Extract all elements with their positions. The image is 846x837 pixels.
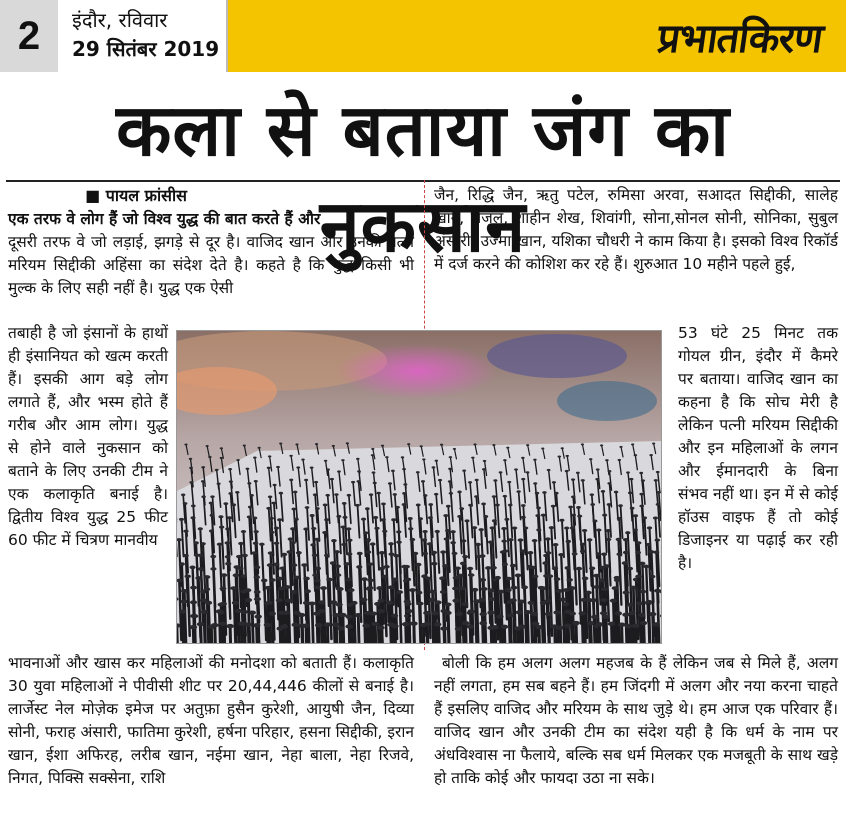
article-paragraph-2: तबाही है जो इंसानों के हाथों ही इंसानियत को खत्म करती हैं। इसकी आग बड़े लोग लगाते हैं, और भस्म होते हैं गरीब और आम लोग। युद्ध से होने वाले नुकसान को बताने के लिए उनकी टीम ने एक कलाकृति बनाई है। द्वितीय विश्व युद्ध 25 फीट 60 फीट में चित्रण मानवीय bbox=[8, 324, 168, 549]
byline: ■ पायल फ्रांसीस bbox=[85, 186, 187, 205]
article-paragraph-1: दूसरी तरफ वे जो लड़ाई, झगड़े से दूर है। वाजिद खान और उनकी पत्नी मरियम सिद्दीकी अहिंसा का संदेश देते है। कहते है कि युद्ध किसी भी मुल्क के लिए सही नहीं है। युद्ध एक ऐसी bbox=[8, 233, 414, 297]
headline: कला से बताया जंग का नुकसान bbox=[116, 88, 730, 268]
newspaper-logo: प्रभातकिरण bbox=[654, 15, 825, 62]
issue-date: 29 सितंबर 2019 bbox=[72, 37, 220, 61]
article-paragraph-4: जैन, रिद्धि जैन, ऋतु पटेल, रुमिसा अरवा, सआदत सिद्दीकी, सालेह खान, सेजल, शाहीन शेख, शिवांगी, सोना,सोनल सोनी, सोनिका, सुबुल अंसारी, उज्मा खान, यशिका चौधरी ने काम किया है। इसको विश्व रिकॉर्ड में दर्ज करने की कोशिश कर रहे हैं। शुरुआत 10 महीने पहले हुई, bbox=[434, 186, 838, 273]
city-day: इंदौर, रविवार bbox=[72, 8, 168, 32]
masthead bbox=[0, 0, 846, 72]
article-paragraph-3: भावनाओं और खास कर महिलाओं की मनोदशा को बताती हैं। कलाकृति 30 युवा महिलाओं ने पीवीसी शीट पर 20,44,446 कीलों से बनाई है। लार्जेस्ट नेल मोज़ेक इमेज पर अतुफ़ा हुसैन कुरेशी, आयुषी जैन, दिव्या सोनी, फराह अंसारी, फातिमा कुरेशी, हर्षना परिहार, हसना सिद्दीकी, इरान खान, ईशा अफिरह, लरीब खान, नईमा खान, नेहा बाला, नेहा रिजवे, निगत, पिक्सि सक्सेना, राशि bbox=[8, 654, 414, 787]
article-paragraph-6: बोली कि हम अलग अलग महजब के हैं लेकिन जब से मिले हैं, अलग नहीं लगता, हम सब बहने हैं। हम जिंदगी में अलग और नया करना चाहते हैं इसलिए वाजिद और मरियम के साथ जुड़े थे। हम आज एक परिवार हैं। वाजिद खान और उनकी टीम का संदेश यही है कि धर्म के नाम पर अंधविश्वास ना फैलाये, बल्कि सब धर्म मिलकर एक मजबूती के साथ खड़े हो ताकि कोई और फायदा उठा ना सके। bbox=[434, 654, 838, 787]
nail-mosaic-photo bbox=[176, 330, 662, 644]
nail-mosaic-icon bbox=[177, 331, 661, 643]
left-column-bottom bbox=[8, 652, 414, 790]
page-number: 2 bbox=[0, 0, 58, 72]
article-paragraph-5: 53 घंटे 25 मिनट तक गोयल ग्रीन, इंदौर में कैमरे पर बताया। वाजिद खान का कहना है कि सोच मेरी है लेकिन पत्नी मरियम सिद्दीकी और इन महिलाओं के लगन और ईमानदारी के बिना संभव नहीं था। इन में से कोई हॉउस वाइफ हैं तो कोई डिजाइनर या पढ़ाई कर रही है। bbox=[678, 324, 838, 572]
right-column-bottom bbox=[434, 652, 838, 790]
right-column-top bbox=[434, 184, 838, 276]
left-column-top bbox=[8, 184, 414, 300]
headline-rule bbox=[6, 180, 840, 182]
brand-bar bbox=[228, 0, 846, 72]
right-column-side bbox=[678, 322, 838, 575]
dateline bbox=[58, 0, 228, 72]
left-column-side bbox=[8, 322, 168, 552]
article-lead: एक तरफ वे लोग हैं जो विश्व युद्ध की बात करते हैं और bbox=[8, 210, 321, 228]
